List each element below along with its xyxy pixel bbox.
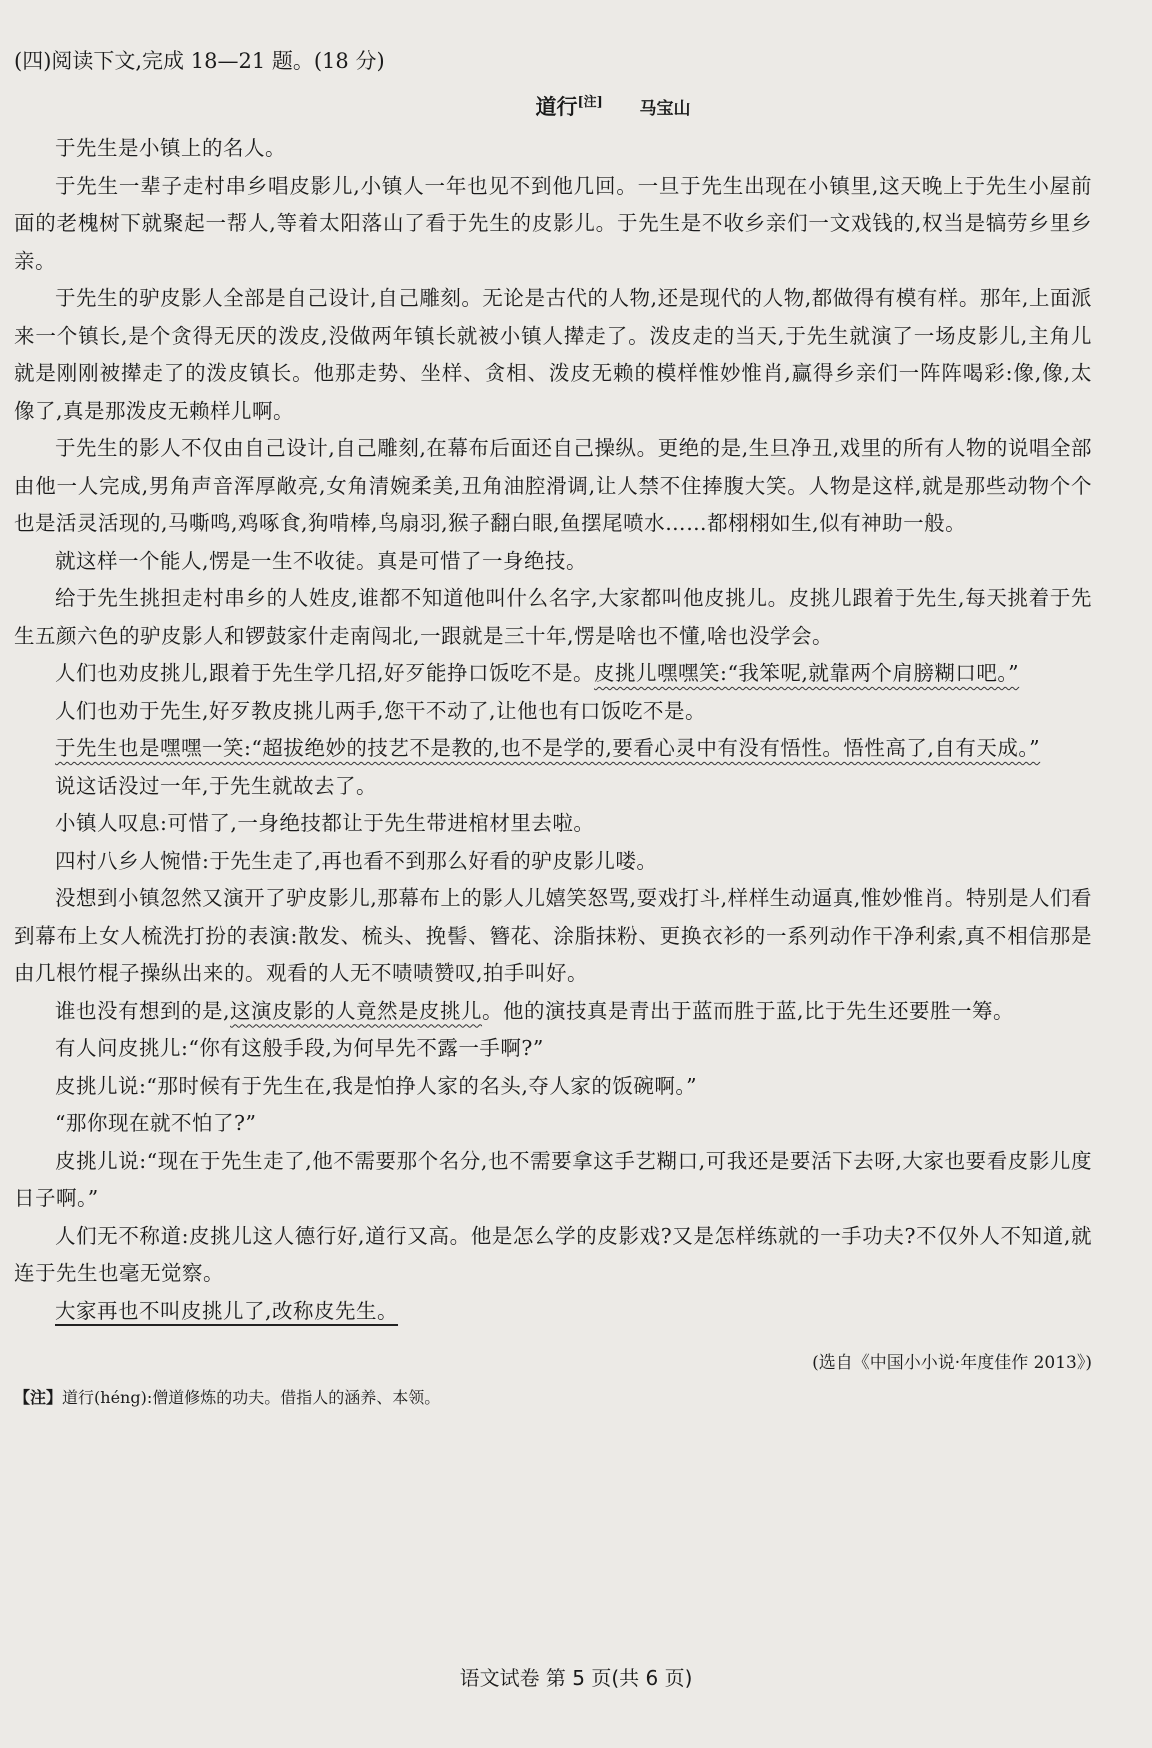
- paragraph-2: 于先生一辈子走村串乡唱皮影儿,小镇人一年也见不到他几回。一旦于先生出现在小镇里,这天晚上于先生小屋前面的老槐树下就聚起一帮人,等着太阳落山了看于先生的皮影儿。于先生是不收乡亲们一文戏钱的,权当是犒劳乡里乡亲。: [14, 173, 1092, 273]
- paragraph-17: “那你现在就不怕了?”: [55, 1111, 257, 1135]
- paragraph-16: 皮挑儿说:“那时候有于先生在,我是怕挣人家的名头,夺人家的饭碗啊。”: [55, 1073, 698, 1098]
- paragraph-14-tail: 。他的演技真是青出于蓝而胜于蓝,比于先生还要胜一筹。: [482, 998, 1015, 1023]
- paragraph-7: [14, 655, 1092, 693]
- paragraph-14: [14, 993, 1092, 1031]
- footnote-text: 道行(héng):僧道修炼的功夫。借指人的涵养、本领。: [62, 1388, 441, 1407]
- paragraph-20-underlined: 大家再也不叫皮挑儿了,改称皮先生。: [55, 1298, 399, 1323]
- article-title: 道行: [535, 95, 578, 119]
- paragraph-13: 没想到小镇忽然又演开了驴皮影儿,那幕布上的影人儿嬉笑怒骂,耍戏打斗,样样生动逼真,惟妙惟肖。特别是人们看到幕布上女人梳洗打扮的表演:散发、梳头、挽髻、簪花、涂脂抹粉、更换衣衫的一系列动作干净利索,真不相信那是由几根竹棍子操纵出来的。观看的人无不啧啧赞叹,拍手叫好。: [14, 886, 1092, 985]
- paragraph-8: 人们也劝于先生,好歹教皮挑儿两手,您干不动了,让他也有口饭吃不是。: [55, 698, 707, 723]
- title-note-marker: [注]: [577, 95, 603, 110]
- paragraph-3: 于先生的驴皮影人全部是自己设计,自己雕刻。无论是古代的人物,还是现代的人物,都做得有模有样。那年,上面派来一个镇长,是个贪得无厌的泼皮,没做两年镇长就被小镇人撵走了。泼皮走的当天,于先生就演了一场皮影儿,主角儿就是刚刚被撵走了的泼皮镇长。他那走势、坐样、贪相、泼皮无赖的模样惟妙惟肖,赢得乡亲们一阵阵喝彩:像,像,太像了,真是那泼皮无赖样儿啊。: [14, 286, 1092, 423]
- article-source: (选自《中国小小说·年度佳作 2013》): [812, 1353, 1092, 1373]
- paragraph-18: 皮挑儿说:“现在于先生走了,他不需要那个名分,也不需要拿这手艺糊口,可我还是要活下去呀,大家也要看皮影儿度日子啊。”: [14, 1148, 1092, 1210]
- paragraph-9-wavy-underlined: 于先生也是嘿嘿一笑:“超拔绝妙的技艺不是教的,也不是学的,要看心灵中有没有悟性。悟性高了,自有天成。”: [55, 736, 1041, 760]
- paragraph-7-plain: 人们也劝皮挑儿,跟着于先生学几招,好歹能挣口饭吃不是。: [55, 661, 595, 685]
- footnote-tag: 【注】: [14, 1388, 63, 1407]
- paragraph-5: 就这样一个能人,愣是一生不收徒。真是可惜了一身绝技。: [55, 548, 588, 573]
- article-author: 马宝山: [639, 99, 691, 119]
- paragraph-12: 四村八乡人惋惜:于先生走了,再也看不到那么好看的驴皮影儿喽。: [55, 848, 658, 873]
- paragraph-6: 给于先生挑担走村串乡的人姓皮,谁都不知道他叫什么名字,大家都叫他皮挑儿。皮挑儿跟着于先生,每天挑着于先生五颜六色的驴皮影人和锣鼓家什走南闯北,一跟就是三十年,愣是啥也不懂,啥也没学会。: [14, 586, 1092, 648]
- article-body: [14, 130, 1092, 1330]
- paragraph-10: 说这话没过一年,于先生就故去了。: [55, 773, 378, 798]
- footnote: [14, 1384, 1092, 1412]
- paragraph-7-wavy-underlined: 皮挑儿嘿嘿笑:“我笨呢,就靠两个肩膀糊口吧。”: [594, 661, 1020, 685]
- section-heading: (四)阅读下文,完成 18—21 题。(18 分): [14, 49, 385, 73]
- paragraph-1: 于先生是小镇上的名人。: [55, 136, 286, 160]
- page-footer: 语文试卷 第 5 页(共 6 页): [459, 1666, 693, 1690]
- paragraph-15: 有人问皮挑儿:“你有这般手段,为何早先不露一手啊?”: [55, 1036, 544, 1060]
- article-title-line: [14, 88, 1092, 124]
- paragraph-9: [14, 730, 1092, 768]
- paragraph-14-lead: 谁也没有想到的是,: [55, 998, 231, 1023]
- paragraph-11: 小镇人叹息:可惜了,一身绝技都让于先生带进棺材里去啦。: [55, 811, 595, 835]
- paragraph-14-wavy-underlined: 这演皮影的人竟然是皮挑儿: [230, 998, 483, 1023]
- paragraph-20: [14, 1293, 1092, 1331]
- paragraph-19: 人们无不称道:皮挑儿这人德行好,道行又高。他是怎么学的皮影戏?又是怎样练就的一手功夫?不仅外人不知道,就连于先生也毫无觉察。: [14, 1223, 1092, 1285]
- paragraph-4: 于先生的影人不仅由自己设计,自己雕刻,在幕布后面还自己操纵。更绝的是,生旦净丑,戏里的所有人物的说唱全部由他一人完成,男角声音浑厚敞亮,女角清婉柔美,丑角油腔滑调,让人禁不住捧腹大笑。人物是这样,就是那些动物个个也是活灵活现的,马嘶鸣,鸡啄食,狗啃棒,鸟扇羽,猴子翻白眼,鱼摆尾喷水……都栩栩如生,似有神助一般。: [14, 436, 1092, 535]
